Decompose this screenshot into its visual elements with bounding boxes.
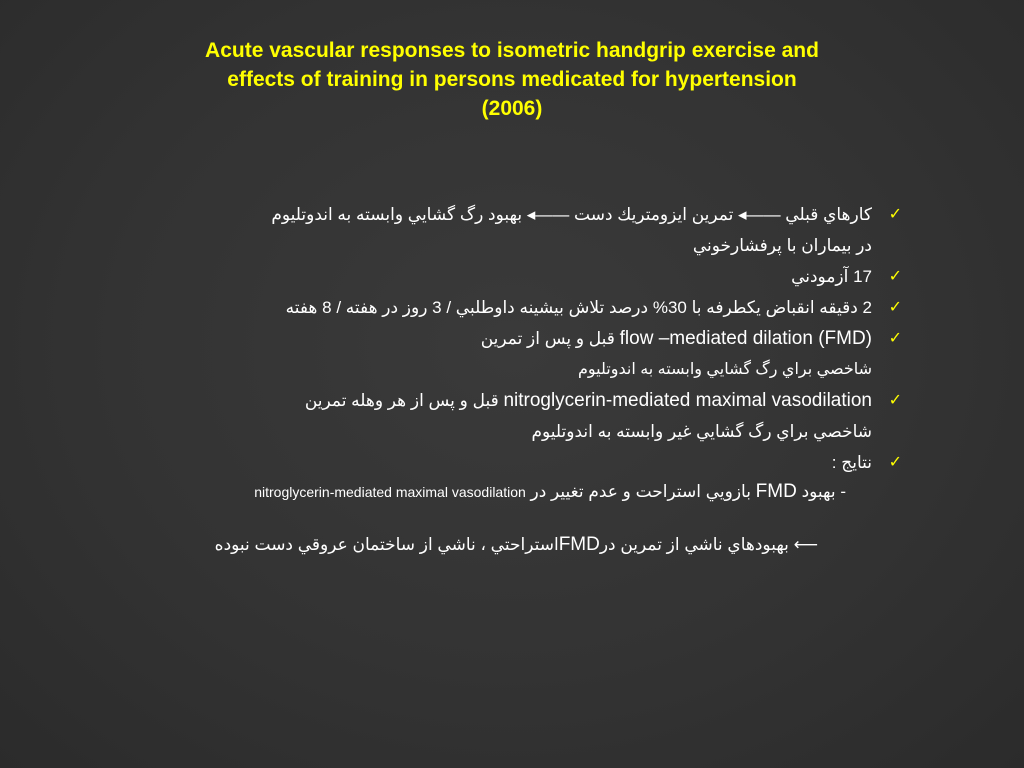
nitroglycerin-term: nitroglycerin-mediated maximal vasodilation [503,390,872,411]
bullet-item-subjects [20,261,910,292]
result-prefix: - بهبود [801,482,846,501]
bullet-continuation [20,416,910,447]
fmd-term: flow –mediated dilation (FMD) [619,328,872,349]
bullet-item-nitroglycerin [20,385,910,416]
result-line-1 [0,476,846,508]
bullet-text: 2 دقيقه انقباض يكطرفه با 30% درصد تلاش بيشينه داوطلبي / 3 روز در هفته / 8 هفته [285,298,872,317]
bullet-text: نتايج : [831,453,872,472]
title-line-1: Acute vascular responses to isometric handgrip exercise and [205,39,819,62]
title-line-2: effects of training in persons medicated for hypertension [227,68,797,91]
bullet-text: كارهاي قبلي ——◂ تمرين ايزومتريك دست ——◂ بهبود رگ گشايي وابسته به اندوتليوم [271,205,872,224]
arrow-left-icon: ⟵ [793,535,818,554]
bullet-text: 17 آزمودني [791,267,872,286]
bullet-continuation [20,230,910,261]
bullet-continuation [20,354,910,385]
bullet-text: در بيماران با پرفشارخوني [692,236,872,255]
bullet-item-results [20,447,910,478]
result-fmd-term: FMD [755,481,797,502]
checkmark-icon: ✓ [888,206,902,223]
result-text: بهبودهاي ناشي از تمرين در [599,535,789,554]
result-nitroglycerin-term: nitroglycerin-mediated maximal vasodilation [254,484,526,500]
bullet-item-previous-work [20,199,910,230]
bullet-text: شاخصي براي رگ گشايي غير وابسته به اندوتليوم [531,422,872,441]
title-line-3: (2006) [481,97,543,120]
result-fmd-term: FMD [558,534,600,555]
result-line-2 [0,529,818,561]
checkmark-icon: ✓ [888,330,902,347]
checkmark-icon: ✓ [888,392,902,409]
bullet-text: قبل و پس از هر وهله تمرين [304,391,499,410]
slide-title [112,36,912,123]
bullet-text: قبل و پس از تمرين [480,329,615,348]
checkmark-icon: ✓ [888,454,902,471]
result-text: استراحتي ، ناشي از ساختمان عروقي دست نبوده [214,535,559,554]
bullet-list [20,199,910,478]
bullet-item-fmd [20,323,910,354]
bullet-item-protocol [20,292,910,323]
bullet-text: شاخصي براي رگ گشايي وابسته به اندوتليوم [577,361,872,378]
checkmark-icon: ✓ [888,268,902,285]
result-text: بازويي استراحت و عدم تغيير در [530,482,751,501]
checkmark-icon: ✓ [888,299,902,316]
